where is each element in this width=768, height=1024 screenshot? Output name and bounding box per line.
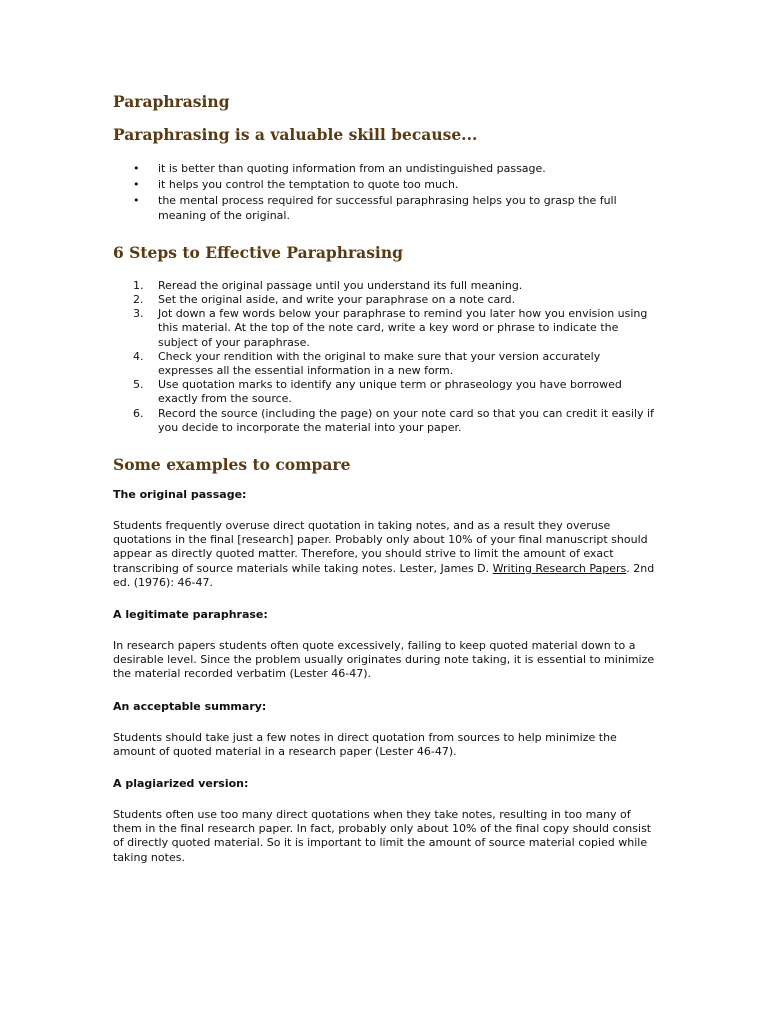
step-number: 2. (133, 293, 144, 307)
bullet-icon: • (133, 194, 140, 208)
legitimate-paraphrase-label: A legitimate paraphrase: (113, 608, 268, 622)
legitimate-paraphrase-text: In research papers students often quote excessively, failing to keep quoted material down to a desirable level. Since the problem usually originates during note taking, it is essential to minimize the material recorded verbatim (Lester 46-47). (113, 639, 655, 681)
section-heading-examples: Some examples to compare (113, 455, 351, 475)
acceptable-summary-text: Students should take just a few notes in direct quotation from sources to help minimize the amount of quoted material in a research paper (Lester 46-47). (113, 730, 617, 758)
original-passage-label: The original passage: (113, 488, 247, 502)
benefits-list (113, 162, 658, 223)
list-item (113, 194, 658, 222)
step-text: Use quotation marks to identify any unique term or phraseology you have borrowed exactly from the source. (158, 378, 622, 406)
step-number: 4. (133, 349, 144, 363)
list-item (113, 162, 658, 176)
plagiarized-version-text: Students often use too many direct quotations when they take notes, resulting in too many of them in the final research paper. In fact, probably only about 10% of the final copy should consist of directly quoted material. So it is important to limit the amount of source material copied while taking notes. (113, 808, 652, 864)
step-text: Reread the original passage until you understand its full meaning. (158, 278, 523, 292)
step-number: 3. (133, 307, 144, 321)
step-item (113, 350, 658, 378)
list-item-text: it is better than quoting information from an undistinguished passage. (158, 162, 546, 175)
list-item (113, 178, 658, 192)
document-content (113, 92, 658, 883)
bullet-icon: • (133, 178, 140, 192)
section-heading-steps: 6 Steps to Effective Paraphrasing (113, 242, 403, 262)
step-item (113, 407, 658, 435)
steps-list (113, 279, 658, 435)
list-item-text: the mental process required for successful paraphrasing helps you to grasp the full meaning of the original. (158, 194, 617, 222)
plagiarized-version-label: A plagiarized version: (113, 777, 249, 791)
step-number: 6. (133, 406, 144, 420)
step-item (113, 378, 658, 406)
page-title: Paraphrasing (113, 92, 230, 111)
acceptable-summary-label: An acceptable summary: (113, 699, 267, 713)
step-item (113, 307, 658, 350)
section-heading-valuable: Paraphrasing is a valuable skill because... (113, 125, 478, 144)
step-text: Record the source (including the page) on your note card so that you can credit it easily if you decide to incorporate the material into your paper. (158, 406, 654, 434)
citation-link[interactable]: Writing Research Papers (492, 561, 627, 575)
step-text: Jot down a few words below your paraphrase to remind you later how you envision using this material. At the top of the note card, write a key word or phrase to indicate the subject of your paraphrase. (158, 307, 648, 349)
step-item (113, 293, 658, 307)
step-number: 1. (133, 278, 144, 292)
step-text: Set the original aside, and write your paraphrase on a note card. (158, 293, 516, 307)
original-passage-text (113, 519, 658, 590)
bullet-icon: • (133, 162, 140, 175)
step-text: Check your rendition with the original to make sure that your version accurately expresses all the essential information in a new form. (158, 349, 601, 378)
step-item (113, 279, 658, 293)
list-item-text: it helps you control the temptation to quote too much. (158, 178, 459, 192)
original-text-before: Students frequently overuse direct quotation in taking notes, and as a result they overuse quotations in the final [research] paper. Probably only about 10% of your final manuscript should appear as directly quoted matter. Therefore, you should strive to limit the amount of exact transcribing of source materials while taking notes. Lester, James D. (113, 519, 648, 575)
step-number: 5. (133, 378, 144, 392)
original-text-after: . 2nd ed. (1976): 46-47. (113, 561, 655, 589)
